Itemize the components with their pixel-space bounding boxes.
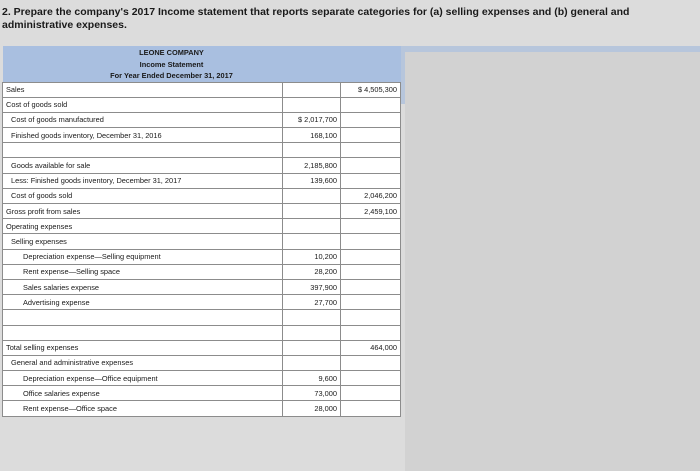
table-row xyxy=(3,310,401,325)
income-statement-table xyxy=(2,46,401,417)
amount-col2-input[interactable] xyxy=(341,97,401,112)
amount-col2-input[interactable] xyxy=(341,386,401,401)
amount-col2-input[interactable] xyxy=(341,325,401,340)
amount-col2-input[interactable] xyxy=(341,143,401,158)
amount-col1-input[interactable]: 28,000 xyxy=(283,401,341,416)
amount-col1-input[interactable] xyxy=(283,97,341,112)
amount-col1-input[interactable] xyxy=(283,355,341,370)
table-row xyxy=(3,325,401,340)
amount-col1-input[interactable] xyxy=(283,82,341,97)
amount-col2-input[interactable] xyxy=(341,249,401,264)
amount-col2-input[interactable] xyxy=(341,112,401,127)
amount-col2-input[interactable]: $ 4,505,300 xyxy=(341,82,401,97)
statement-period: For Year Ended December 31, 2017 xyxy=(3,70,341,82)
table-row xyxy=(3,173,401,188)
company-name: LEONE COMPANY xyxy=(3,46,341,58)
amount-col1-input[interactable]: 168,100 xyxy=(283,128,341,143)
table-row xyxy=(3,371,401,386)
amount-col2-input[interactable] xyxy=(341,173,401,188)
row-label-input[interactable]: Less: Finished goods inventory, December 31, 2017 xyxy=(3,173,283,188)
amount-col2-input[interactable]: 2,459,100 xyxy=(341,204,401,219)
row-label-input[interactable]: Finished goods inventory, December 31, 2016 xyxy=(3,128,283,143)
amount-col1-input[interactable] xyxy=(283,234,341,249)
table-row xyxy=(3,401,401,416)
row-label-input[interactable]: Advertising expense xyxy=(3,295,283,310)
background-panel xyxy=(405,52,700,471)
amount-col1-input[interactable] xyxy=(283,204,341,219)
table-row xyxy=(3,386,401,401)
table-row xyxy=(3,295,401,310)
row-label-input[interactable]: Cost of goods sold xyxy=(3,188,283,203)
row-label-input[interactable]: Depreciation expense—Office equipment xyxy=(3,371,283,386)
amount-col2-input[interactable] xyxy=(341,219,401,234)
row-label-input[interactable]: Total selling expenses xyxy=(3,340,283,355)
row-label-input[interactable]: Selling expenses xyxy=(3,234,283,249)
amount-col1-input[interactable] xyxy=(283,340,341,355)
table-row xyxy=(3,249,401,264)
table-row xyxy=(3,264,401,279)
table-row xyxy=(3,188,401,203)
amount-col2-input[interactable] xyxy=(341,279,401,294)
row-label-input[interactable]: Goods available for sale xyxy=(3,158,283,173)
amount-col1-input[interactable] xyxy=(283,188,341,203)
row-label-input[interactable]: Rent expense—Office space xyxy=(3,401,283,416)
amount-col2-input[interactable] xyxy=(341,310,401,325)
statement-title: Income Statement xyxy=(3,58,341,70)
table-row xyxy=(3,158,401,173)
row-label-input[interactable]: General and administrative expenses xyxy=(3,355,283,370)
amount-col1-input[interactable]: 9,600 xyxy=(283,371,341,386)
amount-col2-input[interactable] xyxy=(341,234,401,249)
table-row xyxy=(3,82,401,97)
table-row xyxy=(3,128,401,143)
table-row xyxy=(3,112,401,127)
row-label-input[interactable]: Cost of goods manufactured xyxy=(3,112,283,127)
table-row xyxy=(3,143,401,158)
table-row xyxy=(3,340,401,355)
row-label-input[interactable] xyxy=(3,310,283,325)
row-label-input[interactable]: Cost of goods sold xyxy=(3,97,283,112)
row-label-input[interactable] xyxy=(3,143,283,158)
amount-col1-input[interactable]: 397,900 xyxy=(283,279,341,294)
amount-col2-input[interactable]: 2,046,200 xyxy=(341,188,401,203)
amount-col1-input[interactable]: 28,200 xyxy=(283,264,341,279)
row-label-input[interactable]: Gross profit from sales xyxy=(3,204,283,219)
amount-col1-input[interactable]: 73,000 xyxy=(283,386,341,401)
amount-col2-input[interactable] xyxy=(341,295,401,310)
table-row xyxy=(3,219,401,234)
amount-col1-input[interactable]: 10,200 xyxy=(283,249,341,264)
amount-col2-input[interactable] xyxy=(341,264,401,279)
row-label-input[interactable]: Operating expenses xyxy=(3,219,283,234)
amount-col1-input[interactable]: 27,700 xyxy=(283,295,341,310)
amount-col1-input[interactable]: 139,600 xyxy=(283,173,341,188)
amount-col2-input[interactable] xyxy=(341,355,401,370)
row-label-input[interactable]: Office salaries expense xyxy=(3,386,283,401)
amount-col1-input[interactable] xyxy=(283,310,341,325)
table-row xyxy=(3,97,401,112)
row-label-input[interactable] xyxy=(3,325,283,340)
amount-col1-input[interactable] xyxy=(283,325,341,340)
amount-col2-input[interactable] xyxy=(341,158,401,173)
amount-col1-input[interactable] xyxy=(283,143,341,158)
amount-col1-input[interactable]: 2,185,800 xyxy=(283,158,341,173)
question-text: 2. Prepare the company's 2017 Income statement that reports separate categories for (a) selling expenses and (b) general and administrative expenses. xyxy=(2,6,630,31)
row-label-input[interactable]: Depreciation expense—Selling equipment xyxy=(3,249,283,264)
table-row xyxy=(3,234,401,249)
amount-col1-input[interactable] xyxy=(283,219,341,234)
amount-col1-input[interactable]: $ 2,017,700 xyxy=(283,112,341,127)
amount-col2-input[interactable] xyxy=(341,401,401,416)
table-row xyxy=(3,355,401,370)
row-label-input[interactable]: Rent expense—Selling space xyxy=(3,264,283,279)
table-row xyxy=(3,204,401,219)
row-label-input[interactable]: Sales salaries expense xyxy=(3,279,283,294)
amount-col2-input[interactable] xyxy=(341,128,401,143)
amount-col2-input[interactable] xyxy=(341,371,401,386)
amount-col2-input[interactable]: 464,000 xyxy=(341,340,401,355)
row-label-input[interactable]: Sales xyxy=(3,82,283,97)
table-row xyxy=(3,279,401,294)
